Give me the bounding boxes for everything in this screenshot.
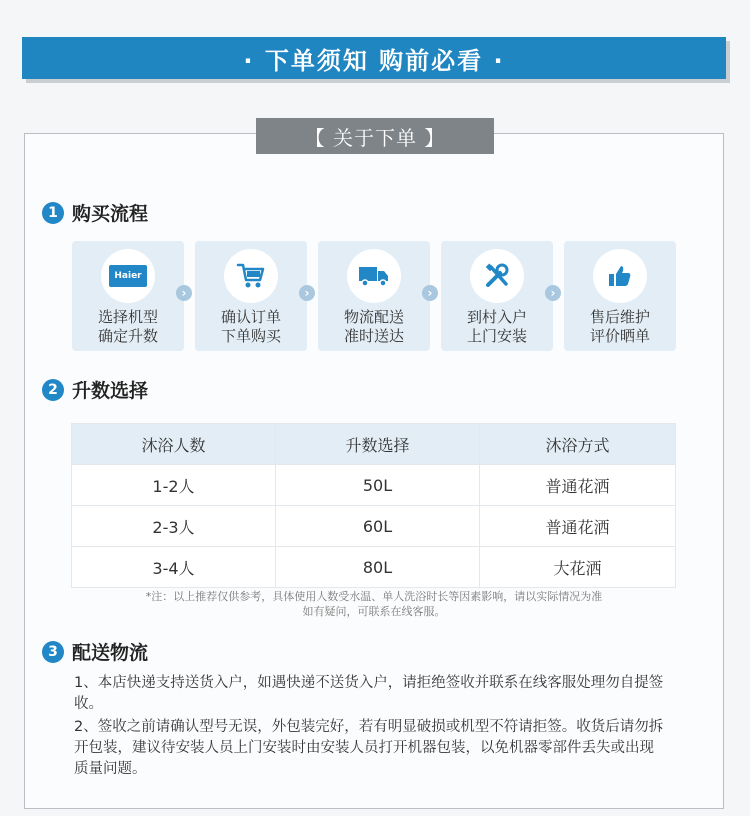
note-line2: 如有疑问，可联系在线客服。 [302, 605, 446, 618]
table-cell: 2-3人 [72, 506, 276, 547]
delivery-paragraph-2: 2、签收之前请确认型号无误，外包装完好，若有明显破损或机型不符请拒签。收货后请勿拆开包装，建议待安装人员上门安装时由安装人员打开机器包装，以免机器零部件丢失或出现质量问题。 [74, 719, 664, 777]
table-row [72, 547, 676, 588]
banner-title: · 下单须知 购前必看 · [243, 46, 505, 75]
section-number-2: 2 [42, 379, 64, 401]
table-cell: 50L [276, 465, 480, 506]
section-number-3: 3 [42, 641, 64, 663]
chevron-right-icon: › [176, 285, 192, 301]
step-line2: 确定升数 [97, 327, 158, 345]
delivery-heading [42, 638, 148, 665]
thumbs-up-icon [593, 249, 647, 303]
table-header: 沐浴方式 [480, 424, 676, 465]
capacity-table [71, 423, 676, 588]
step-line2: 上门安装 [466, 327, 527, 345]
step-line1: 到村入户 [466, 308, 527, 326]
delivery-title: 配送物流 [72, 642, 149, 664]
note-line1: *注：以上推荐仅供参考，具体使用人数受水温、单人洗浴时长等因素影响，请以实际情况为准 [145, 590, 603, 603]
table-row [72, 465, 676, 506]
step-after-sales [564, 241, 676, 351]
step-select-model [72, 241, 184, 351]
shopping-cart-icon [224, 249, 278, 303]
section-tab-label: 【 关于下单 】 [304, 125, 446, 150]
chevron-right-icon: › [299, 285, 315, 301]
step-line1: 选择机型 [97, 308, 158, 326]
section-tab [256, 118, 494, 154]
purchase-steps [72, 241, 676, 351]
capacity-heading [42, 376, 148, 403]
step-installation [441, 241, 553, 351]
step-logistics [318, 241, 430, 351]
table-cell: 普通花洒 [480, 465, 676, 506]
step-label [72, 308, 184, 346]
step-label [318, 308, 430, 346]
step-line2: 下单购买 [220, 327, 281, 345]
table-cell: 80L [276, 547, 480, 588]
chevron-right-icon: › [545, 285, 561, 301]
step-line2: 准时送达 [343, 327, 404, 345]
step-line1: 售后维护 [589, 308, 650, 326]
table-header: 升数选择 [276, 424, 480, 465]
delivery-truck-icon [347, 249, 401, 303]
step-confirm-order [195, 241, 307, 351]
section-number-1: 1 [42, 202, 64, 224]
step-label [441, 308, 553, 346]
purchase-heading [42, 199, 148, 226]
table-cell: 1-2人 [72, 465, 276, 506]
table-header-row [72, 424, 676, 465]
table-cell: 大花洒 [480, 547, 676, 588]
chevron-right-icon: › [422, 285, 438, 301]
capacity-note [72, 589, 676, 619]
delivery-paragraph-1: 1、本店快递支持送货入户，如遇快递不送货入户，请拒绝签收并联系在线客服处理勿自提签收。 [74, 675, 664, 712]
table-cell: 普通花洒 [480, 506, 676, 547]
table-cell: 60L [276, 506, 480, 547]
table-row [72, 506, 676, 547]
page-banner [22, 37, 726, 79]
purchase-title: 购买流程 [72, 203, 149, 225]
step-line1: 确认订单 [220, 308, 281, 326]
step-label [564, 308, 676, 346]
step-line2: 评价晒单 [589, 327, 650, 345]
haier-logo-badge: Haier [109, 265, 147, 287]
step-line1: 物流配送 [343, 308, 404, 326]
table-cell: 3-4人 [72, 547, 276, 588]
haier-logo-icon [101, 249, 155, 303]
capacity-title: 升数选择 [72, 380, 149, 402]
tools-icon [470, 249, 524, 303]
table-header: 沐浴人数 [72, 424, 276, 465]
step-label [195, 308, 307, 346]
